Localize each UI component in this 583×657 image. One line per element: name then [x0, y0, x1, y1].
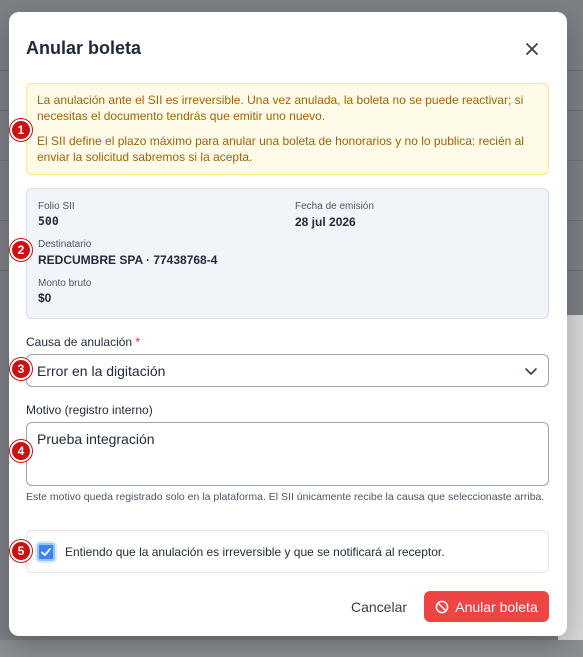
dialog-title: Anular boleta [26, 38, 142, 58]
warning-text-1: La anulación ante el SII es irreversible. Una vez anulada, la boleta no se puede reactivar; si necesitas el documento tendrás que emitir uno nuevo. [37, 93, 524, 123]
close-button[interactable] [521, 38, 543, 60]
warning-text-2: El SII define el plazo máximo para anular una boleta de honorarios y no lo publica: recién al enviar la solicitud sabremos si la acepta. [37, 134, 524, 164]
close-icon [525, 42, 539, 56]
checkmark-icon [40, 546, 52, 558]
confirm-label[interactable]: Entiendo que la anulación es irreversible y que se notificará al receptor. [65, 544, 445, 559]
monto-value: $0 [38, 291, 52, 305]
irreversible-warning [26, 83, 549, 175]
annotation-marker-4: 4 [10, 440, 32, 462]
annotation-marker-5: 5 [10, 540, 32, 562]
motivo-label: Motivo (registro interno) [26, 403, 153, 417]
cancel-button[interactable]: Cancelar [350, 599, 408, 615]
annotation-marker-3: 3 [10, 358, 32, 380]
causa-label-text: Causa de anulación [26, 335, 133, 349]
causa-label [26, 335, 140, 349]
fecha-label: Fecha de emisión [295, 201, 374, 212]
motivo-help-text: Este motivo queda registrado solo en la plataforma. El SII únicamente recibe la causa que seleccionaste arriba. [26, 491, 545, 503]
monto-label: Monto bruto [38, 278, 92, 289]
folio-value: 500 [38, 214, 59, 228]
destinatario-label: Destinatario [38, 239, 92, 250]
backdrop-footer [0, 640, 583, 657]
fecha-value: 28 jul 2026 [295, 215, 356, 229]
causa-select-value: Error en la digitación [37, 362, 166, 379]
annotation-marker-2: 2 [10, 239, 32, 261]
ban-icon [435, 600, 449, 614]
causa-select[interactable] [26, 354, 549, 387]
required-mark: * [135, 335, 141, 349]
anular-boleta-button[interactable] [424, 591, 549, 622]
chevron-down-icon [524, 364, 538, 378]
boleta-details-card [26, 188, 549, 319]
anular-boleta-button-label: Anular boleta [455, 598, 538, 615]
annotation-marker-1: 1 [10, 119, 32, 141]
confirm-container [26, 530, 549, 573]
anular-boleta-dialog [9, 12, 567, 636]
destinatario-value: REDCUMBRE SPA · 77438768-4 [38, 253, 218, 267]
confirm-checkbox[interactable] [37, 543, 55, 561]
motivo-textarea[interactable]: Prueba integración [26, 422, 549, 486]
folio-label: Folio SII [38, 201, 75, 212]
